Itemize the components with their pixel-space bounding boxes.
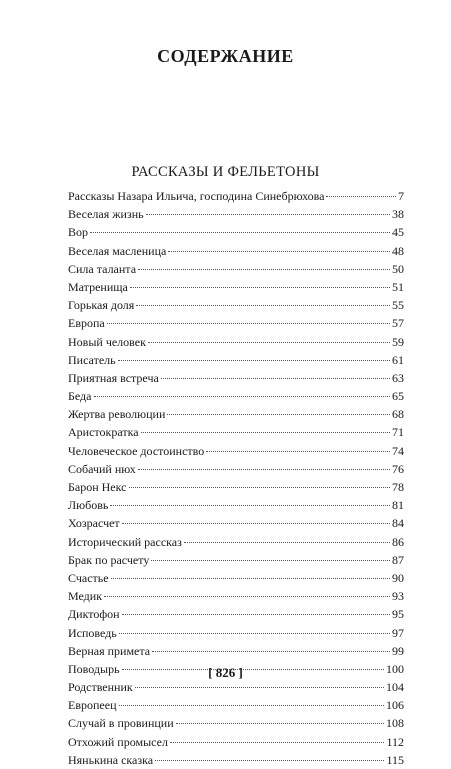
toc-entry-title: Поводырь: [68, 661, 120, 676]
dot-leader: [136, 304, 390, 306]
toc-entry: [68, 242, 404, 260]
dot-leader: [118, 359, 390, 361]
dot-leader: [141, 431, 390, 433]
dot-leader: [111, 577, 390, 579]
toc-entry-title: Веселая жизнь: [68, 207, 144, 222]
toc-entry-page: 90: [392, 570, 404, 585]
toc-entry-title: Родственник: [68, 680, 133, 695]
dot-leader: [130, 286, 390, 288]
dot-leader: [167, 413, 390, 415]
toc-entry: [68, 333, 404, 351]
toc-entry: [68, 624, 404, 642]
dot-leader: [110, 504, 390, 506]
toc-entry-page: 63: [392, 370, 404, 385]
toc-entry: [68, 569, 404, 587]
toc-entry: [68, 587, 404, 605]
toc-entry-page: 57: [392, 316, 404, 331]
toc-entry-title: Европеец: [68, 698, 117, 713]
dot-leader: [326, 195, 396, 197]
dot-leader: [206, 450, 390, 452]
toc-entry-title: Вор: [68, 225, 89, 240]
toc-entry-page: 112: [386, 734, 404, 749]
toc-entry-title: Рассказы Назара Ильича, господина Синебрюхова: [68, 189, 325, 203]
toc-entry: [68, 387, 404, 405]
table-of-contents: [68, 187, 404, 769]
page-number: [ 826 ]: [208, 665, 243, 680]
toc-entry: [68, 369, 404, 387]
toc-entry-page: 86: [392, 534, 404, 549]
toc-entry-title: Исповедь: [68, 625, 117, 640]
dot-leader: [168, 250, 390, 252]
dot-leader: [170, 741, 385, 743]
toc-entry-page: 71: [392, 425, 404, 440]
toc-entry: [68, 642, 404, 660]
toc-entry-title: Приятная встреча: [68, 370, 159, 385]
dot-leader: [161, 377, 390, 379]
toc-entry-title: Счастье: [68, 570, 109, 585]
toc-entry-title: Аристократка: [68, 425, 139, 440]
toc-entry-page: 55: [392, 298, 404, 313]
toc-entry: [68, 696, 404, 714]
toc-entry: [68, 496, 404, 514]
toc-entry-page: 93: [392, 589, 404, 604]
toc-entry: [68, 351, 404, 369]
toc-entry-title: Человеческое достоинство: [68, 443, 205, 458]
dot-leader: [152, 650, 390, 652]
dot-leader: [107, 322, 390, 324]
dot-leader: [129, 486, 391, 488]
toc-entry-title: Сила таланта: [68, 261, 137, 276]
toc-entry: [68, 533, 404, 551]
toc-entry-page: 84: [392, 516, 404, 531]
dot-leader: [104, 595, 390, 597]
toc-entry-page: 81: [392, 498, 404, 513]
toc-entry-title: Горькая доля: [68, 298, 135, 313]
toc-entry: [68, 714, 404, 732]
toc-entry: [68, 478, 404, 496]
toc-entry-page: 45: [392, 225, 404, 240]
dot-leader: [90, 231, 390, 233]
dot-leader: [122, 613, 390, 615]
dot-leader: [138, 468, 390, 470]
toc-entry-title: Случай в провинции: [68, 716, 174, 731]
toc-entry-title: Жертва революции: [68, 407, 166, 422]
toc-entry-title: Писатель: [68, 352, 116, 367]
toc-entry-page: 7: [398, 189, 404, 203]
toc-entry-title: Медик: [68, 589, 103, 604]
toc-entry: [68, 733, 404, 751]
dot-leader: [146, 213, 390, 215]
toc-entry-title: Матренища: [68, 279, 128, 294]
toc-entry-title: Беда: [68, 389, 92, 404]
toc-entry: [68, 278, 404, 296]
toc-entry-page: 104: [386, 680, 404, 695]
toc-entry: [68, 423, 404, 441]
toc-entry-page: 61: [392, 352, 404, 367]
toc-entry-page: 48: [392, 243, 404, 258]
section-heading: РАССКАЗЫ И ФЕЛЬЕТОНЫ: [131, 164, 320, 180]
toc-entry: [68, 551, 404, 569]
toc-entry-page: 115: [386, 752, 404, 767]
toc-entry-page: 106: [386, 698, 404, 713]
toc-entry-title: Собачий нюх: [68, 461, 136, 476]
dot-leader: [138, 268, 390, 270]
toc-entry: [68, 314, 404, 332]
dot-leader: [122, 522, 390, 524]
toc-entry-page: 95: [392, 607, 404, 622]
toc-entry: [68, 514, 404, 532]
toc-entry-page: 50: [392, 261, 404, 276]
dot-leader: [119, 632, 390, 634]
toc-entry-title: Исторический рассказ: [68, 534, 182, 549]
toc-entry: [68, 223, 404, 241]
dot-leader: [155, 759, 384, 761]
toc-entry-title: Диктофон: [68, 607, 120, 622]
dot-leader: [151, 559, 390, 561]
toc-entry-title: Отхожий промысел: [68, 734, 168, 749]
dot-leader: [119, 704, 385, 706]
toc-entry-page: 100: [386, 661, 404, 676]
toc-entry: [68, 751, 404, 769]
toc-entry: [68, 187, 404, 205]
toc-entry-page: 97: [392, 625, 404, 640]
toc-entry-title: Хозрасчет: [68, 516, 120, 531]
dot-leader: [148, 341, 390, 343]
toc-entry: [68, 405, 404, 423]
toc-entry-title: Новый человек: [68, 334, 146, 349]
toc-entry-title: Европа: [68, 316, 105, 331]
toc-entry-page: 59: [392, 334, 404, 349]
toc-entry-title: Нянькина сказка: [68, 752, 154, 767]
toc-entry-page: 74: [392, 443, 404, 458]
toc-entry: [68, 205, 404, 223]
toc-entry-page: 87: [392, 552, 404, 567]
toc-entry: [68, 442, 404, 460]
toc-entry-page: 65: [392, 389, 404, 404]
toc-entry-title: Любовь: [68, 498, 109, 513]
toc-entry-title: Веселая масленица: [68, 243, 167, 258]
toc-entry: [68, 296, 404, 314]
toc-entry-page: 108: [386, 716, 404, 731]
toc-entry-page: 99: [392, 643, 404, 658]
dot-leader: [135, 686, 384, 688]
page-title: СОДЕРЖАНИЕ: [157, 46, 294, 66]
toc-entry-page: 38: [392, 207, 404, 222]
dot-leader: [176, 722, 384, 724]
toc-entry-title: Барон Некс: [68, 480, 127, 494]
dot-leader: [94, 395, 391, 397]
toc-entry: [68, 605, 404, 623]
dot-leader: [184, 541, 390, 543]
toc-entry-page: 51: [392, 279, 404, 294]
toc-entry-page: 78: [392, 480, 404, 494]
toc-entry-page: 76: [392, 461, 404, 476]
toc-entry: [68, 460, 404, 478]
toc-entry-title: Верная примета: [68, 643, 151, 658]
toc-entry-page: 68: [392, 407, 404, 422]
toc-entry-title: Брак по расчету: [68, 552, 150, 567]
toc-entry: [68, 260, 404, 278]
